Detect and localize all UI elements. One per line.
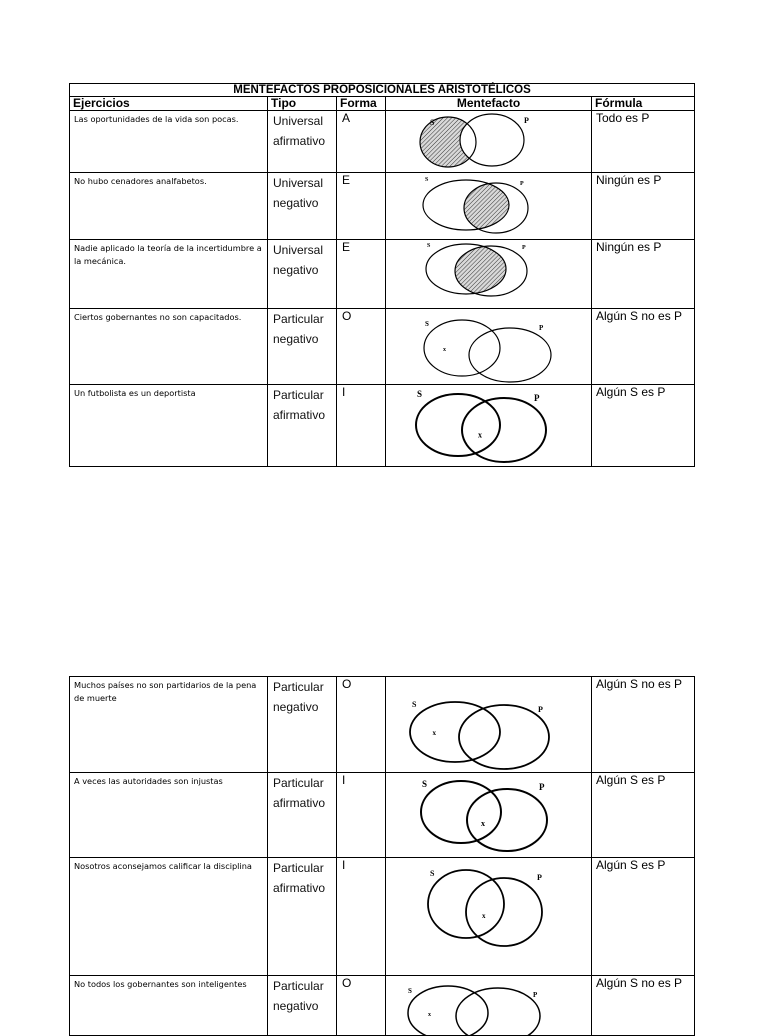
venn-diagram — [386, 858, 592, 975]
ejercicio-cell: Ciertos gobernantes no son capacitados. — [70, 309, 268, 385]
x-mark: x — [443, 347, 446, 353]
p-circle — [456, 988, 540, 1036]
venn-diagram — [386, 111, 592, 172]
mentefacto-cell — [386, 385, 592, 467]
formula-cell: Algún S no es P — [592, 309, 695, 385]
table-row — [70, 111, 695, 173]
venn-diagram — [386, 173, 592, 239]
formula-cell: Algún S no es P — [592, 976, 695, 1036]
venn-diagram — [386, 976, 592, 1035]
formula-cell: Ningún es P — [592, 173, 695, 240]
table-row — [70, 309, 695, 385]
s-label: S — [422, 779, 428, 789]
venn-diagram — [386, 309, 592, 384]
tipo-cell — [268, 677, 337, 773]
forma-cell: I — [337, 385, 386, 467]
mentefacto-cell — [386, 677, 592, 773]
tipo-cell — [268, 173, 337, 240]
tipo-line-2: negativo — [273, 263, 319, 277]
tipo-line-2: negativo — [273, 196, 319, 210]
formula-cell: Algún S es P — [592, 773, 695, 858]
mentefactos-table-1 — [69, 83, 695, 467]
tipo-cell — [268, 858, 337, 976]
p-label: P — [533, 991, 538, 999]
s-circle — [416, 394, 500, 456]
tipo-line-2: negativo — [273, 999, 319, 1013]
tipo-cell — [268, 309, 337, 385]
ejercicio-cell: Nosotros aconsejamos calificar la disciplina — [70, 858, 268, 976]
formula-cell: Algún S es P — [592, 385, 695, 467]
p-label: P — [524, 116, 529, 125]
tipo-line-1: Particular — [273, 776, 324, 790]
table-row — [70, 173, 695, 240]
tipo-cell — [268, 385, 337, 467]
table-row — [70, 677, 695, 773]
ejercicio-cell: Un futbolista es un deportista — [70, 385, 268, 467]
s-circle — [408, 986, 488, 1036]
table-row — [70, 240, 695, 309]
p-label: P — [539, 782, 545, 792]
table-row — [70, 858, 695, 976]
tipo-line-1: Universal — [273, 243, 324, 257]
x-mark: x — [481, 819, 485, 828]
ejercicio-cell: No todos los gobernantes son inteligentes — [70, 976, 268, 1036]
header-ejercicios: Ejercicios — [70, 97, 268, 111]
formula-cell: Ningún es P — [592, 240, 695, 309]
p-circle — [469, 328, 551, 382]
mentefacto-cell — [386, 976, 592, 1036]
mentefacto-cell — [386, 309, 592, 385]
tipo-line-2: negativo — [273, 700, 319, 714]
p-circle — [466, 878, 542, 946]
venn-diagram — [386, 240, 592, 308]
s-circle — [424, 320, 500, 376]
p-circle — [462, 398, 546, 462]
header-formula: Fórmula — [592, 97, 695, 111]
tipo-line-2: afirmativo — [273, 881, 326, 895]
s-label: S — [430, 118, 435, 127]
forma-cell: E — [337, 173, 386, 240]
ejercicio-cell: Las oportunidades de la vida son pocas. — [70, 111, 268, 173]
s-label: S — [430, 869, 435, 878]
tipo-cell — [268, 976, 337, 1036]
tipo-line-1: Particular — [273, 861, 324, 875]
s-label: S — [427, 243, 431, 249]
p-label: P — [520, 181, 524, 187]
s-label: S — [408, 987, 412, 995]
ejercicio-cell: No hubo cenadores analfabetos. — [70, 173, 268, 240]
forma-cell: O — [337, 976, 386, 1036]
formula-cell: Algún S es P — [592, 858, 695, 976]
tipo-cell — [268, 240, 337, 309]
s-circle — [410, 702, 500, 762]
tipo-cell — [268, 111, 337, 173]
forma-cell: E — [337, 240, 386, 309]
ejercicio-cell: Muchos países no son partidarios de la pena de muerte — [70, 677, 268, 773]
forma-cell: O — [337, 677, 386, 773]
s-label: S — [425, 177, 429, 183]
mentefacto-cell — [386, 773, 592, 858]
venn-diagram — [386, 385, 592, 466]
forma-cell: O — [337, 309, 386, 385]
mentefacto-cell — [386, 240, 592, 309]
mentefacto-cell — [386, 111, 592, 173]
p-circle — [459, 705, 549, 769]
formula-cell: Algún S no es P — [592, 677, 695, 773]
p-label: P — [537, 873, 542, 882]
mentefactos-table-2 — [69, 676, 695, 1036]
ejercicio-cell: A veces las autoridades son injustas — [70, 773, 268, 858]
x-mark: x — [432, 729, 436, 737]
tipo-line-1: Particular — [273, 388, 324, 402]
table-row — [70, 976, 695, 1036]
s-circle — [421, 781, 501, 843]
p-label: P — [539, 324, 544, 332]
forma-cell: A — [337, 111, 386, 173]
tipo-line-2: afirmativo — [273, 134, 326, 148]
venn-diagram — [386, 773, 592, 857]
mentefacto-cell — [386, 858, 592, 976]
p-circle — [467, 789, 547, 851]
header-forma: Forma — [337, 97, 386, 111]
tipo-line-1: Particular — [273, 680, 324, 694]
s-label: S — [425, 320, 429, 328]
x-mark: x — [478, 430, 482, 440]
p-label: P — [538, 705, 543, 714]
x-mark: x — [482, 912, 486, 920]
tipo-cell — [268, 773, 337, 858]
tipo-line-1: Particular — [273, 312, 324, 326]
formula-cell: Todo es P — [592, 111, 695, 173]
p-label: P — [522, 245, 526, 251]
tipo-line-2: afirmativo — [273, 796, 326, 810]
forma-cell: I — [337, 858, 386, 976]
mentefacto-cell — [386, 173, 592, 240]
tipo-line-1: Universal — [273, 176, 324, 190]
table-row — [70, 773, 695, 858]
s-label: S — [417, 389, 423, 399]
tipo-line-2: afirmativo — [273, 408, 326, 422]
table-title: MENTEFACTOS PROPOSICIONALES ARISTOTÉLICOS — [70, 84, 695, 97]
table-row — [70, 385, 695, 467]
tipo-line-1: Particular — [273, 979, 324, 993]
ejercicio-cell: Nadie aplicado la teoría de la incertidumbre a la mecánica. — [70, 240, 268, 309]
s-label: S — [412, 700, 417, 709]
p-label: P — [534, 393, 540, 403]
header-tipo: Tipo — [268, 97, 337, 111]
venn-diagram — [386, 677, 592, 772]
tipo-line-2: negativo — [273, 332, 319, 346]
x-mark: x — [428, 1012, 431, 1018]
header-mentefacto: Mentefacto — [386, 97, 592, 111]
forma-cell: I — [337, 773, 386, 858]
tipo-line-1: Universal — [273, 114, 324, 128]
